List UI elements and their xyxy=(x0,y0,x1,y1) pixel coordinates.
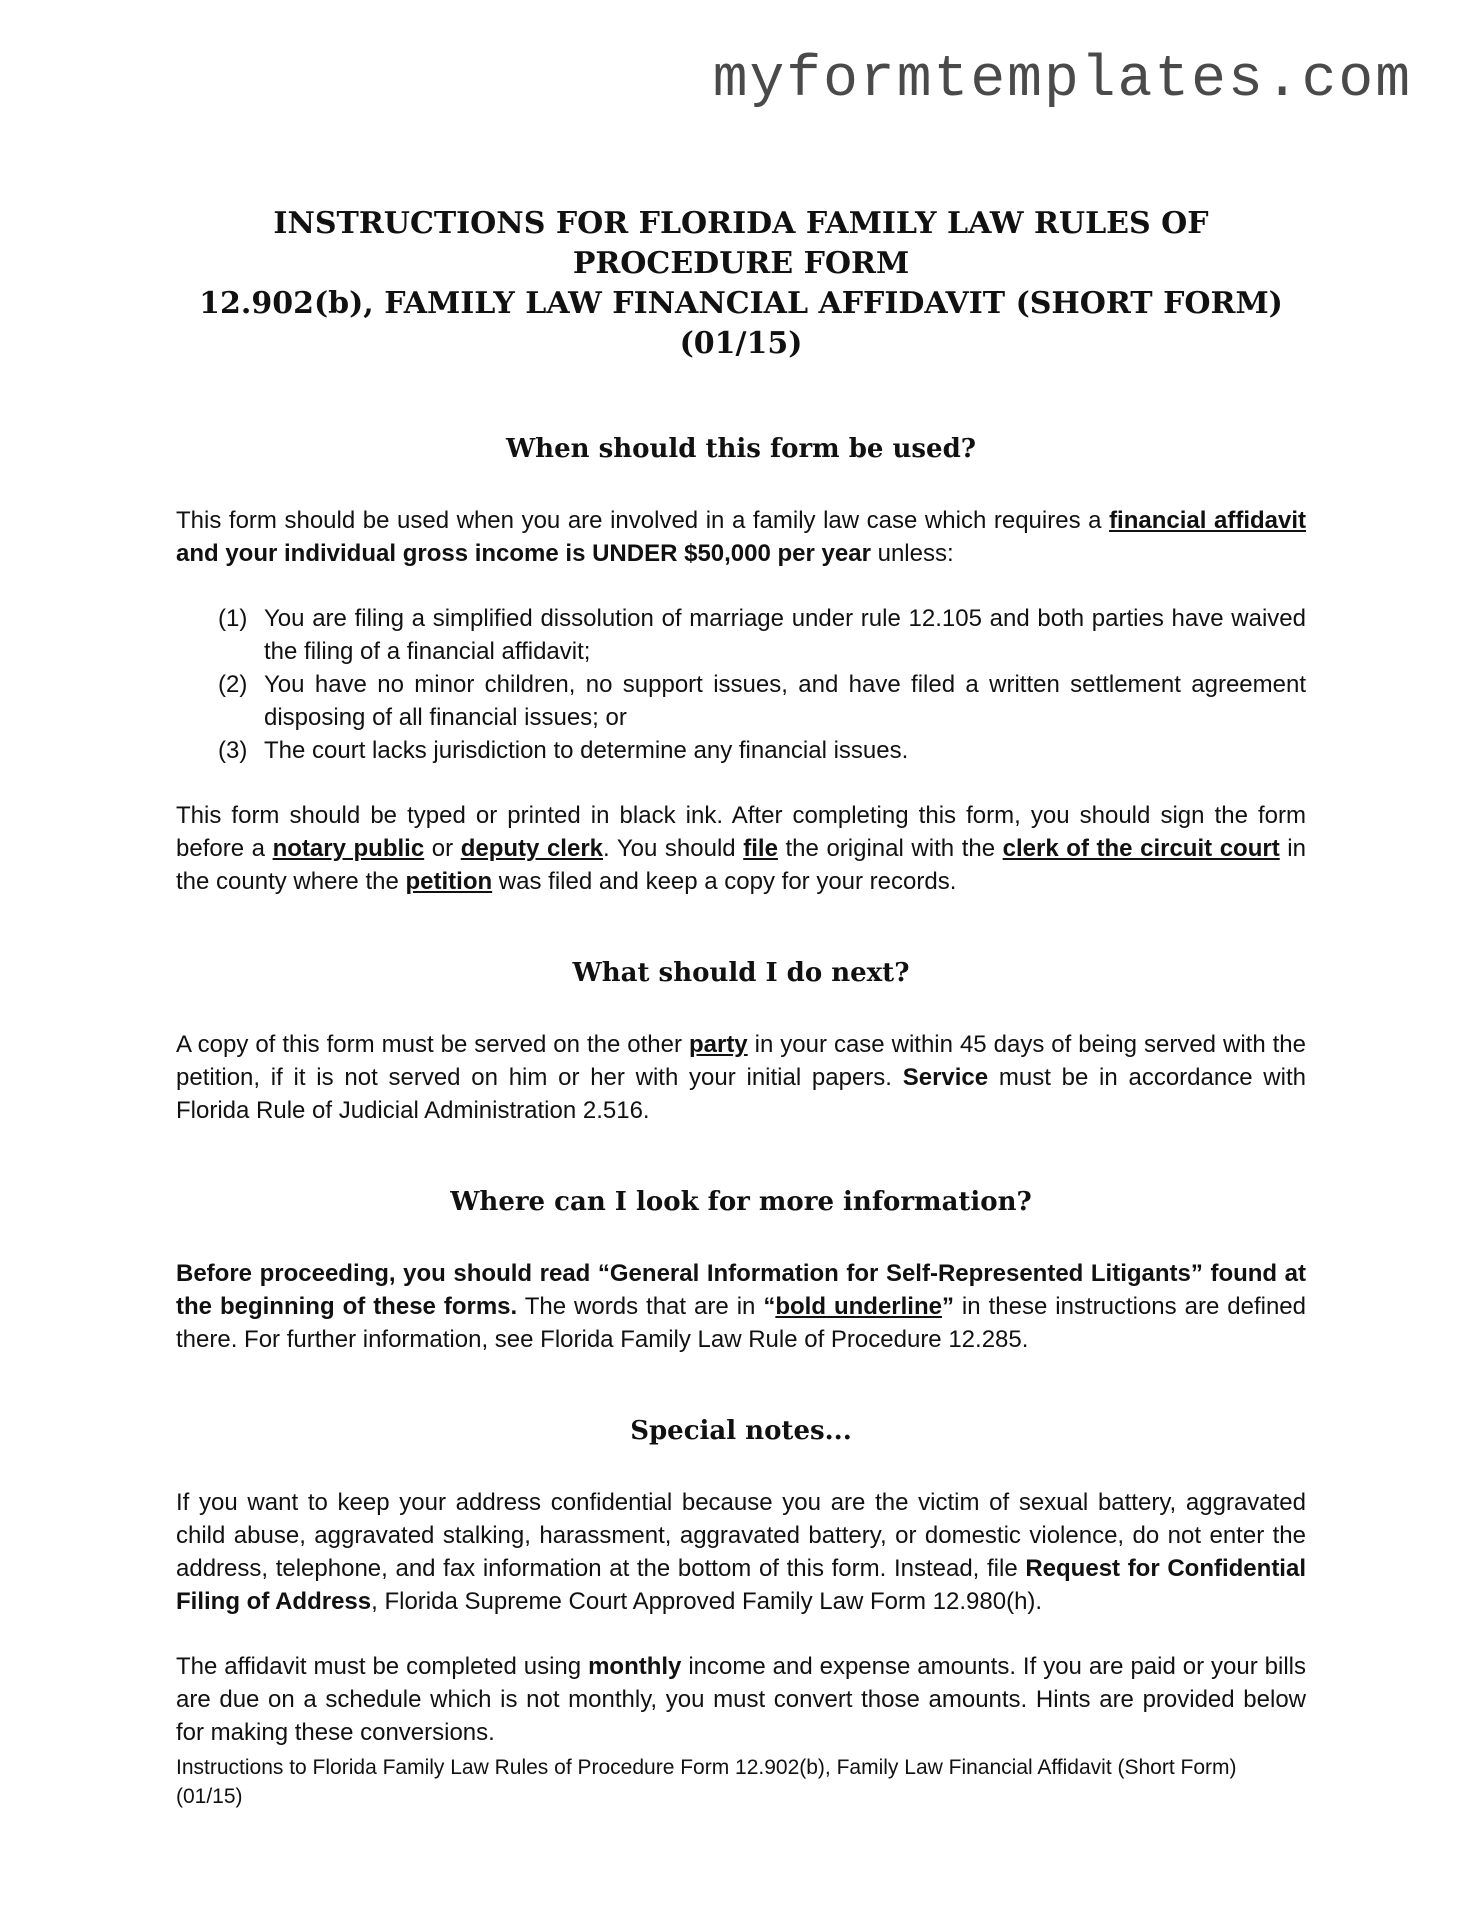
term-deputy-clerk: deputy clerk xyxy=(460,835,604,862)
list-item: (3) The court lacks jurisdiction to determine any financial issues. xyxy=(218,737,909,764)
paragraph-when-used: This form should be used when you are involved in a family law case which requires a financial affidavit and your individual gross income is UNDER $50,000 per year unless: xyxy=(176,507,1307,567)
watermark: myformtemplates.com xyxy=(712,48,1412,113)
heading-special-notes: Special notes... xyxy=(630,1416,852,1446)
paragraph-confidential-address: If you want to keep your address confidential because you are the victim of sexual battery, aggravated child abuse, aggravated stalking, harassment, aggravated battery, or domestic violence, do not enter the address, telephone, and fax information at the bottom of this form. Instead, file Request for Confidential Filing of Address, Florida Supreme Court Approved Family Law Form 12.980(h). xyxy=(176,1489,1306,1615)
paragraph-next-steps: A copy of this form must be served on the other party in your case within 45 days of being served with the petition, if it is not served on him or her with your initial papers. Service must be in accordance with Florida Rule of Judicial Administration 2.516. xyxy=(176,1031,1306,1124)
term-clerk-circuit-court: clerk of the circuit court xyxy=(1002,835,1280,862)
heading-more-info: Where can I look for more information? xyxy=(450,1187,1032,1217)
term-file: file xyxy=(743,835,778,862)
term-notary-public: notary public xyxy=(272,835,425,862)
term-bold-underline: bold underline xyxy=(775,1293,942,1320)
term-petition: petition xyxy=(405,868,493,895)
exceptions-list xyxy=(176,602,1306,767)
paragraph-monthly-amounts: The affidavit must be completed using monthly income and expense amounts. If you are paid or your bills are due on a schedule which is not monthly, you must convert those amounts. Hints are provided below for making these conversions. xyxy=(176,1653,1307,1746)
title-line-2: 12.902(b), FAMILY LAW FINANCIAL AFFIDAVIT (SHORT FORM) (01/15) xyxy=(199,286,1283,361)
list-item: (1) You are filing a simplified dissolution of marriage under rule 12.105 and both parties have waived the filing of a financial affidavit; xyxy=(218,605,1306,665)
heading-when-used: When should this form be used? xyxy=(505,434,977,464)
title-line-1: INSTRUCTIONS FOR FLORIDA FAMILY LAW RULES OF PROCEDURE FORM xyxy=(273,206,1209,281)
term-financial-affidavit: financial affidavit xyxy=(1109,507,1307,534)
paragraph-more-info: Before proceeding, you should read “General Information for Self-Represented Litigants” found at the beginning of these forms. The words that are in “bold underline” in these instructions are defined there. For further information, see Florida Family Law Rule of Procedure 12.285. xyxy=(176,1260,1306,1353)
page-footer: Instructions to Florida Family Law Rules of Procedure Form 12.902(b), Family Law Financial Affidavit (Short Form) (01/15) xyxy=(176,1756,1237,1808)
document-page xyxy=(176,204,1306,1811)
term-party: party xyxy=(688,1031,748,1058)
list-item: (2) You have no minor children, no support issues, and have filed a written settlement agreement disposing of all financial issues; or xyxy=(218,671,1306,731)
document-title xyxy=(176,204,1306,364)
paragraph-signing: This form should be typed or printed in black ink. After completing this form, you should sign the form before a notary public or deputy clerk. You should file the original with the clerk of the circuit court in the county where the petition was filed and keep a copy for your records. xyxy=(176,802,1306,895)
heading-next-steps: What should I do next? xyxy=(572,958,910,988)
